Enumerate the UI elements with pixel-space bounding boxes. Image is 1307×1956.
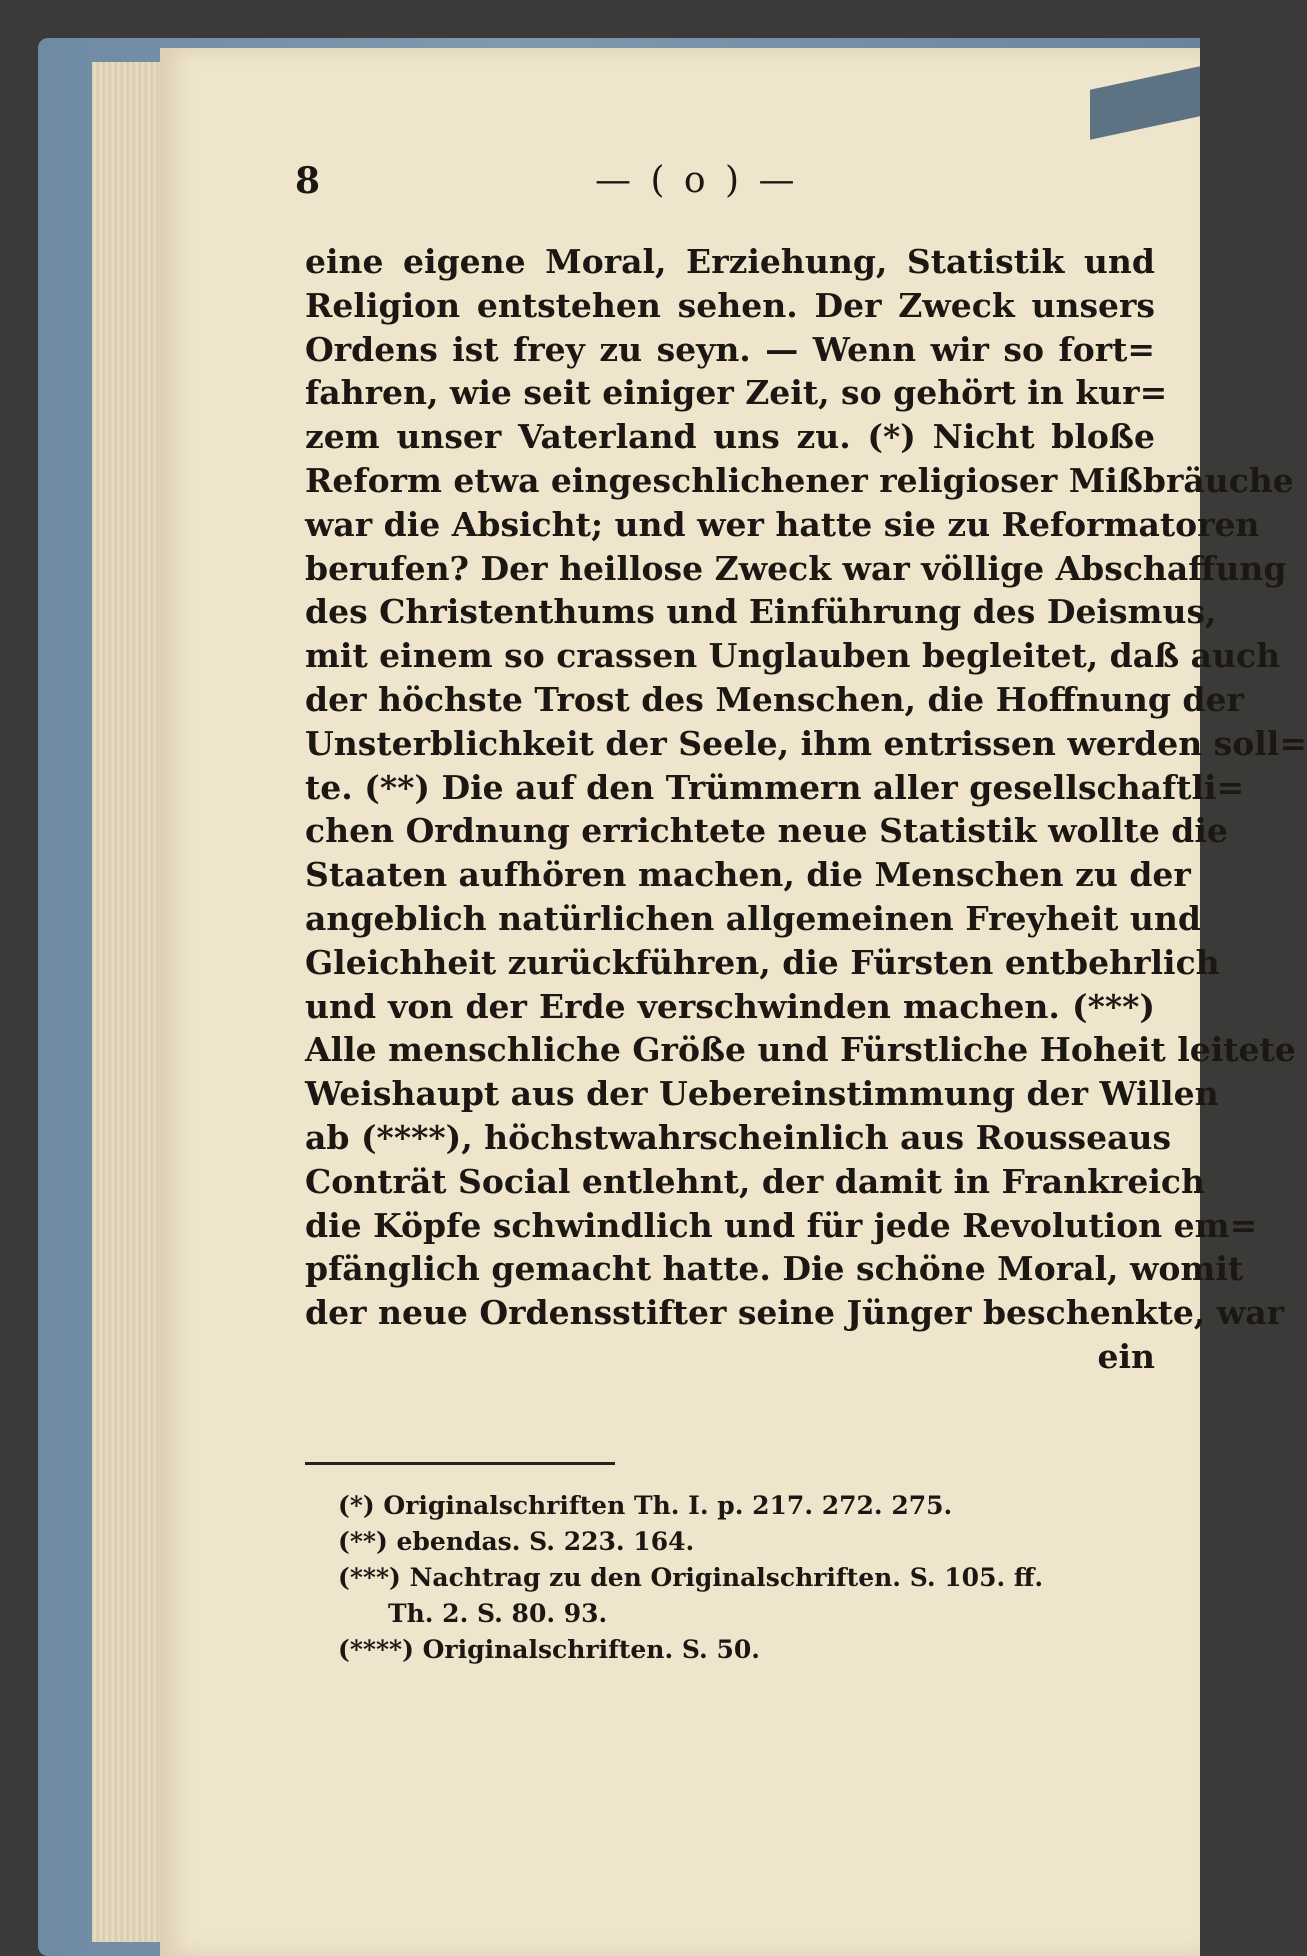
- text-line: berufen? Der heillose Zweck war völlige Abschaffung: [305, 548, 1287, 588]
- footnote: (**) ebendas. S. 223. 164.: [338, 1527, 695, 1556]
- text-line: war die Absicht; und wer hatte sie zu Reformatoren: [305, 504, 1260, 544]
- running-head: — ( o ) —: [595, 160, 799, 201]
- text-line: der neue Ordensstifter seine Jünger beschenkte, war: [305, 1293, 1284, 1333]
- footnote: Th. 2. S. 80. 93.: [388, 1599, 608, 1628]
- footnote: (***) Nachtrag zu den Originalschriften. S. 105. ff.: [338, 1563, 1044, 1592]
- body-text: [305, 240, 1307, 1379]
- catchword: ein: [1097, 1336, 1155, 1376]
- footnote: (*) Originalschriften Th. I. p. 217. 272. 275.: [338, 1491, 953, 1520]
- text-line: te. (**) Die auf den Trümmern aller gesellschaftli=: [305, 767, 1245, 807]
- text-line: chen Ordnung errichtete neue Statistik wollte die: [305, 811, 1228, 851]
- text-line: und von der Erde verschwinden machen. (***): [305, 986, 1155, 1026]
- text-line: Weishaupt aus der Uebereinstimmung der Willen: [305, 1074, 1219, 1114]
- text-line: eine eigene Moral, Erziehung, Statistik und: [305, 242, 1155, 281]
- text-line: Alle menschliche Größe und Fürstliche Hoheit leitete: [305, 1030, 1296, 1070]
- footnote: (****) Originalschriften. S. 50.: [338, 1635, 760, 1664]
- text-line: angeblich natürlichen allgemeinen Freyheit und: [305, 898, 1201, 938]
- text-line: Religion entstehen sehen. Der Zweck unsers: [305, 285, 1155, 325]
- text-line: Reform etwa eingeschlichener religioser Mißbräuche: [305, 460, 1294, 500]
- text-line: des Christenthums und Einführung des Deismus,: [305, 592, 1217, 632]
- text-line: der höchste Trost des Menschen, die Hoffnung der: [305, 679, 1244, 719]
- text-line: zem unser Vaterland uns zu. (*) Nicht bloße: [305, 417, 1155, 457]
- page-number: 8: [295, 160, 321, 202]
- text-line: Conträt Social entlehnt, der damit in Frankreich: [305, 1161, 1205, 1201]
- text-line: mit einem so crassen Unglauben begleitet, daß auch: [305, 636, 1281, 676]
- page-header: [295, 160, 855, 210]
- text-line: die Köpfe schwindlich und für jede Revolution em=: [305, 1205, 1258, 1245]
- torn-corner: [1090, 66, 1200, 139]
- text-line: Staaten aufhören machen, die Menschen zu der: [305, 855, 1191, 895]
- text-line: fahren, wie seit einiger Zeit, so gehört in kur=: [305, 373, 1168, 413]
- text-line: pfänglich gemacht hatte. Die schöne Moral, womit: [305, 1249, 1244, 1289]
- text-line: ab (****), höchstwahrscheinlich aus Rousseaus: [305, 1117, 1172, 1157]
- text-line: Unsterblichkeit der Seele, ihm entrissen werden soll=: [305, 723, 1307, 763]
- text-line: Gleichheit zurückführen, die Fürsten entbehrlich: [305, 942, 1220, 982]
- footnote-rule: [305, 1462, 615, 1465]
- text-line: Ordens ist frey zu seyn. — Wenn wir so fort=: [305, 329, 1155, 369]
- footnotes: [338, 1488, 1153, 1668]
